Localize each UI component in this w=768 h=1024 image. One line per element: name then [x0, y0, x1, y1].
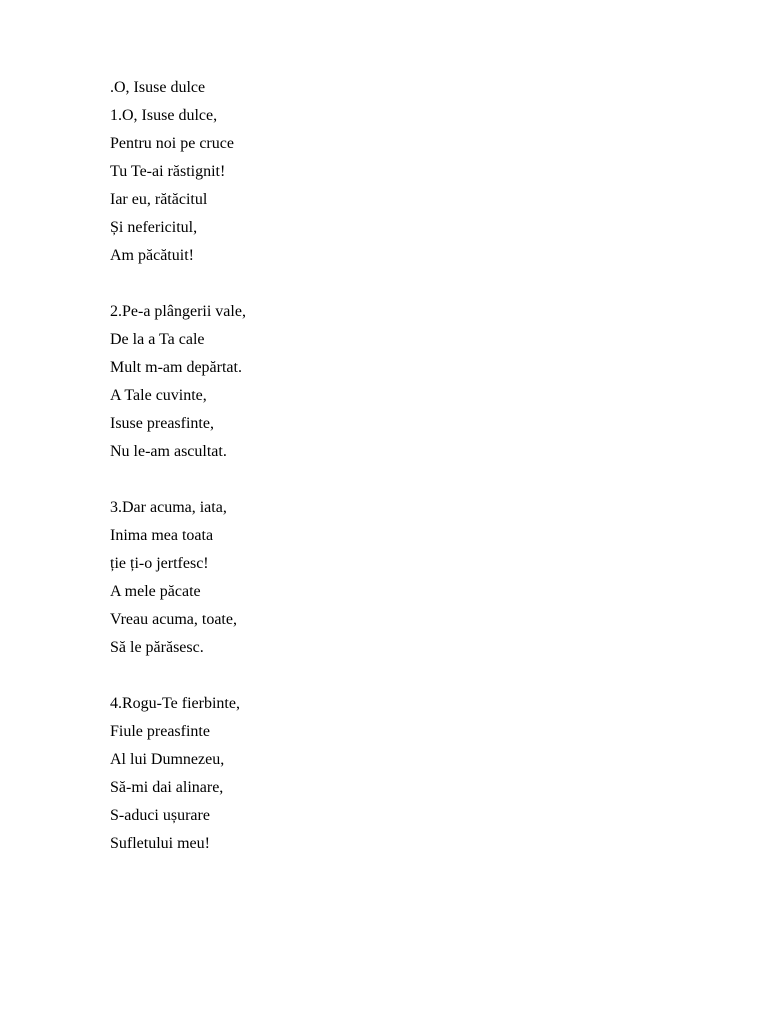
verse-line: Și nefericitul, — [110, 219, 198, 236]
verse-line: 2.Pe-a plângerii vale, — [110, 303, 246, 320]
verse-line: Isuse preasfinte, — [110, 415, 214, 432]
verse-line: A mele păcate — [110, 583, 201, 600]
verse-line: S-aduci ușurare — [110, 807, 210, 824]
verse-line: Nu le-am ascultat. — [110, 443, 227, 460]
stanza-1 — [110, 105, 246, 273]
verse-line: Vreau acuma, toate, — [110, 611, 237, 628]
stanza-2 — [110, 301, 246, 469]
verse-line: Iar eu, rătăcitul — [110, 191, 208, 208]
verse-line: De la a Ta cale — [110, 331, 205, 348]
song-title: .O, Isuse dulce — [110, 79, 206, 96]
stanza-3 — [110, 497, 246, 665]
verse-line: 3.Dar acuma, iata, — [110, 499, 227, 516]
verse-line: Al lui Dumnezeu, — [110, 751, 225, 768]
verse-line: 4.Rogu-Te fierbinte, — [110, 695, 240, 712]
song-text — [110, 77, 246, 861]
verse-line: Am păcătuit! — [110, 247, 194, 264]
verse-line: Să-mi dai alinare, — [110, 779, 224, 796]
verse-line: Fiule preasfinte — [110, 723, 210, 740]
verse-line: Pentru noi pe cruce — [110, 135, 234, 152]
verse-line: Tu Te-ai răstignit! — [110, 163, 226, 180]
verse-line: Să le părăsesc. — [110, 639, 204, 656]
verse-line: Mult m-am depărtat. — [110, 359, 242, 376]
verse-line: A Tale cuvinte, — [110, 387, 207, 404]
verse-line: 1.O, Isuse dulce, — [110, 107, 218, 124]
verse-line: Sufletului meu! — [110, 835, 210, 852]
stanza-4 — [110, 693, 246, 861]
verse-line: ție ți-o jertfesc! — [110, 555, 209, 572]
verse-line: Inima mea toata — [110, 527, 214, 544]
